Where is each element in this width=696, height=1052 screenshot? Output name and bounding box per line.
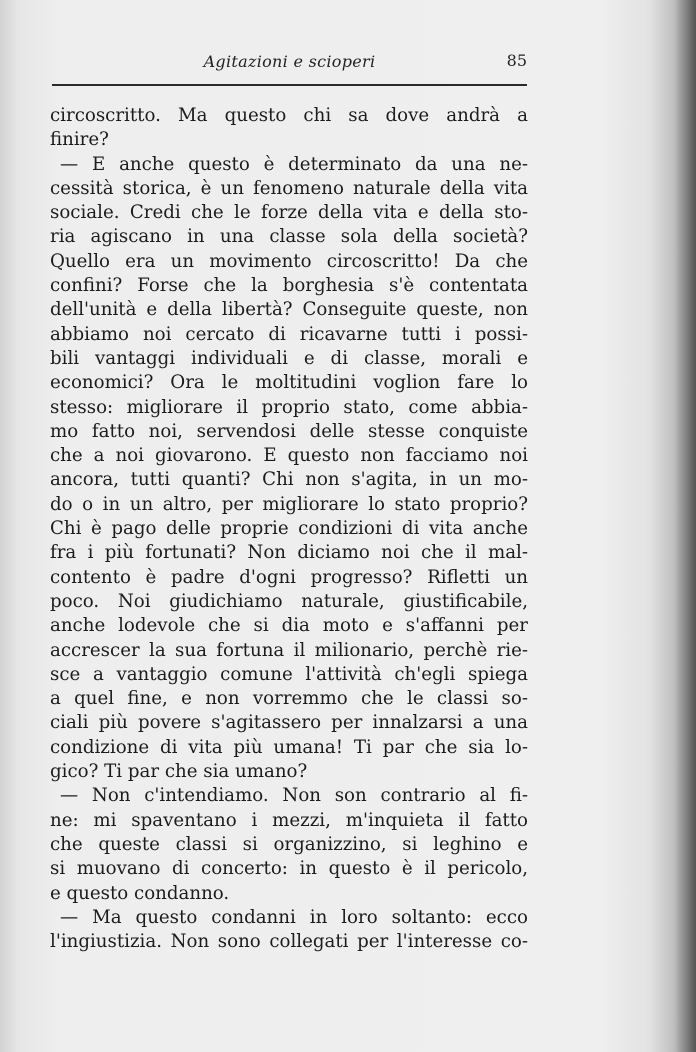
text-line: ciali più povere s'agitassero per innalzarsi a una	[50, 712, 528, 734]
text-line: mo fatto noi, servendosi delle stesse conquiste	[50, 420, 528, 442]
text-line: cessità storica, è un fenomeno naturale della vita	[50, 177, 528, 199]
text-line: contento è padre d'ogni progresso? Rifletti un	[50, 566, 528, 588]
text-line: stesso: migliorare il proprio stato, come abbia-	[50, 396, 528, 418]
text-line: — E anche questo è determinato da una ne-	[60, 153, 528, 175]
text-line: economici? Ora le moltitudini voglion fare lo	[50, 372, 528, 394]
text-line: — Ma questo condanni in loro soltanto: ecco	[60, 906, 528, 928]
text-line: e questo condanno.	[50, 882, 230, 904]
text-line: dell'unità e della libertà? Conseguite queste, non	[50, 299, 528, 321]
text-line: a quel fine, e non vorremmo che le classi so-	[50, 688, 528, 710]
text-line: poco. Noi giudichiamo naturale, giustificabile,	[50, 590, 528, 612]
text-line: sociale. Credi che le forze della vita e della sto-	[50, 202, 528, 224]
text-line: fra i più fortunati? Non diciamo noi che il mal-	[50, 542, 528, 564]
text-line: finire?	[50, 129, 109, 151]
header-rule	[52, 84, 527, 86]
body-text	[50, 104, 528, 954]
text-line: l'ingiustizia. Non sono collegati per l'interesse co-	[50, 931, 528, 953]
text-line: gico? Ti par che sia umano?	[50, 761, 308, 783]
text-line: che queste classi si organizzino, si leghino e	[50, 833, 528, 855]
text-line: Quello era un movimento circoscritto! Da che	[50, 250, 528, 272]
page-edge-shadow	[674, 0, 696, 1052]
text-line: circoscritto. Ma questo chi sa dove andrà a	[50, 105, 528, 126]
text-line: confini? Forse che la borghesia s'è contentata	[50, 275, 528, 297]
text-line: do o in un altro, per migliorare lo stato proprio?	[50, 493, 528, 515]
text-line: condizione di vita più umana! Ti par che sia lo-	[50, 736, 528, 758]
text-line: — Non c'intendiamo. Non son contrario al fi-	[60, 785, 528, 807]
text-line: ancora, tutti quanti? Chi non s'agita, in un mo-	[50, 469, 528, 491]
text-line: Chi è pago delle proprie condizioni di vita anche	[50, 518, 528, 540]
text-line: bili vantaggi individuali e di classe, morali e	[50, 347, 528, 369]
text-line: si muovano di concerto: in questo è il pericolo,	[50, 858, 528, 880]
text-line: che a noi giovarono. E questo non facciamo noi	[50, 445, 528, 467]
text-line: abbiamo noi cercato di ricavarne tutti i possi-	[50, 323, 528, 345]
text-line: accrescer la sua fortuna il milionario, perchè rie-	[50, 639, 528, 661]
chapter-title: Agitazioni e scioperi	[203, 52, 376, 71]
text-line: ria agiscano in una classe sola della società?	[50, 226, 528, 248]
text-line: sce a vantaggio comune l'attività ch'egli spiega	[50, 663, 528, 685]
text-line: anche lodevole che si dia moto e s'affanni per	[50, 615, 528, 637]
text-line: ne: mi spaventano i mezzi, m'inquieta il fatto	[50, 809, 528, 831]
page-number: 85	[506, 51, 527, 70]
running-head	[52, 50, 527, 76]
